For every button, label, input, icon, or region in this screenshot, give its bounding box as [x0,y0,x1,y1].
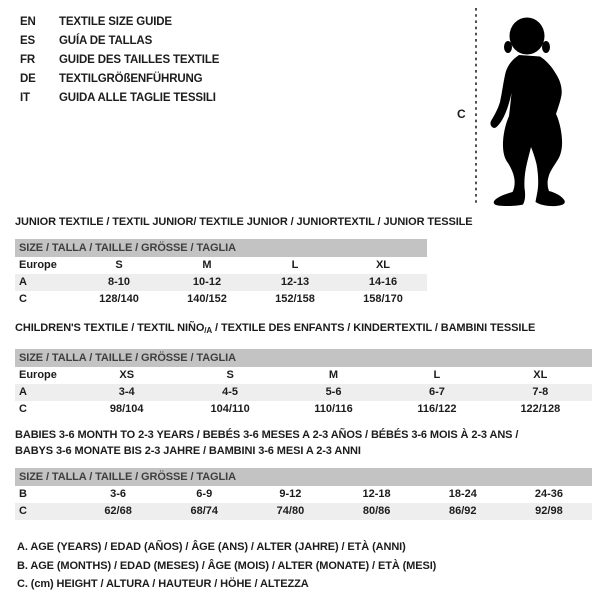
size-cell: S [115,259,123,271]
language-title: GUÍA DE TALLAS [59,35,153,47]
size-cell: 24-36 [534,488,564,500]
table-row [15,367,592,384]
language-code: ES [20,35,36,47]
size-cell: 158/170 [363,293,403,305]
table-title: JUNIOR TEXTILE / TEXTIL JUNIOR/ TEXTILE JUNIOR / JUNIORTEXTIL / JUNIOR TESSILE [15,216,473,228]
language-title: TEXTILE SIZE GUIDE [59,16,172,28]
size-cell: 128/140 [99,293,139,305]
size-cell: 3-4 [118,386,135,398]
size-cell: 3-6 [110,488,127,500]
table-row [15,384,592,401]
children-size-table [15,322,592,418]
row-label: A [19,276,27,288]
row-label: C [19,293,27,305]
table-row [15,401,592,418]
size-cell: 9-12 [279,488,302,500]
table-title [15,427,592,459]
table-title-line: BABYS 3-6 MONATE BIS 2-3 JAHRE / BAMBINI 3-6 MESI A 2-3 ANNI [15,445,361,457]
size-cell: 140/152 [187,293,227,305]
size-cell: 7-8 [532,386,549,398]
size-cell: 18-24 [448,488,477,500]
size-cell: L [291,259,299,271]
table-title-part: CHILDREN'S TEXTILE / TEXTIL NIÑO [15,322,205,334]
size-cell: M [328,369,339,381]
size-cell: 104/110 [210,403,250,415]
size-cell: XS [119,369,135,381]
size-cell: 80/86 [362,505,391,517]
size-cell: 74/80 [276,505,305,517]
table-title [15,322,592,337]
babies-size-table [15,427,592,520]
language-legend [20,13,219,108]
size-cell: 12-13 [280,276,310,288]
table-row [15,503,592,520]
row-label: C [19,505,27,517]
size-cell: 14-16 [368,276,398,288]
size-header-band: SIZE / TALLA / TAILLE / GRÖSSE / TAGLIA [15,468,592,486]
baby-silhouette-icon [480,8,572,208]
language-row [20,70,219,89]
footnote-c: C. (cm) HEIGHT / ALTURA / HAUTEUR / HÖHE / ALTEZZA [17,578,309,590]
size-cell: 116/122 [417,403,457,415]
size-header-band: SIZE / TALLA / TAILLE / GRÖSSE / TAGLIA [15,239,427,257]
junior-size-table [15,216,473,308]
row-label: Europe [19,369,57,381]
language-code: EN [20,16,36,28]
footnotes [17,538,436,594]
size-cell: 86/92 [449,505,477,517]
size-cell: 62/68 [104,505,132,517]
size-cell: 152/158 [275,293,315,305]
size-cell: 5-6 [325,386,342,398]
height-marker-label: C [457,107,466,121]
size-cell: 122/128 [520,403,561,415]
table-row [15,486,592,503]
size-cell: 68/74 [190,505,219,517]
size-header-band: SIZE / TALLA / TAILLE / GRÖSSE / TAGLIA [15,349,592,367]
height-dashed-line [474,7,478,206]
language-row [20,32,219,51]
language-row [20,89,219,108]
row-label: C [19,403,27,415]
table-title-subscript: /A [204,326,213,335]
size-cell: 92/98 [535,505,563,517]
size-cell: M [202,259,212,271]
table-title-part: / TEXTILE DES ENFANTS / KINDERTEXTIL / BAMBINI TESSILE [212,322,536,334]
language-title: GUIDA ALLE TAGLIE TESSILI [59,92,216,104]
table-title-line: BABIES 3-6 MONTH TO 2-3 YEARS / BEBÉS 3-6 MESES A 2-3 AÑOS / BÉBÉS 3-6 MOIS À 2-3 ANS / [15,429,519,441]
table-row [15,291,427,308]
size-cell: L [433,369,441,381]
table-row [15,257,427,274]
language-code: FR [20,54,36,66]
size-cell: 6-9 [196,488,213,500]
size-cell: 10-12 [192,276,222,288]
size-cell: 12-18 [362,488,391,500]
language-row [20,13,219,32]
size-cell: 4-5 [222,386,239,398]
size-cell: 8-10 [107,276,131,288]
language-title: TEXTILGRÖßENFÜHRUNG [59,73,203,85]
table-row [15,274,427,291]
size-cell: XL [533,369,548,381]
size-cell: 98/104 [109,403,144,415]
language-code: DE [20,73,36,85]
size-cell: 110/116 [314,403,353,415]
row-label: B [19,488,27,500]
size-cell: S [226,369,234,381]
size-cell: 6-7 [428,386,445,398]
footnote-b: B. AGE (MONTHS) / EDAD (MESES) / ÂGE (MOIS) / ALTER (MONATE) / ETÀ (MESI) [17,559,437,572]
language-row [20,51,219,70]
size-cell: XL [375,259,391,271]
language-code: IT [20,92,30,104]
row-label: A [19,386,27,398]
row-label: Europe [19,259,57,271]
language-title: GUIDE DES TAILLES TEXTILE [59,54,220,66]
footnote-a: A. AGE (YEARS) / EDAD (AÑOS) / ÂGE (ANS) / ALTER (JAHRE) / ETÀ (ANNI) [17,541,406,553]
